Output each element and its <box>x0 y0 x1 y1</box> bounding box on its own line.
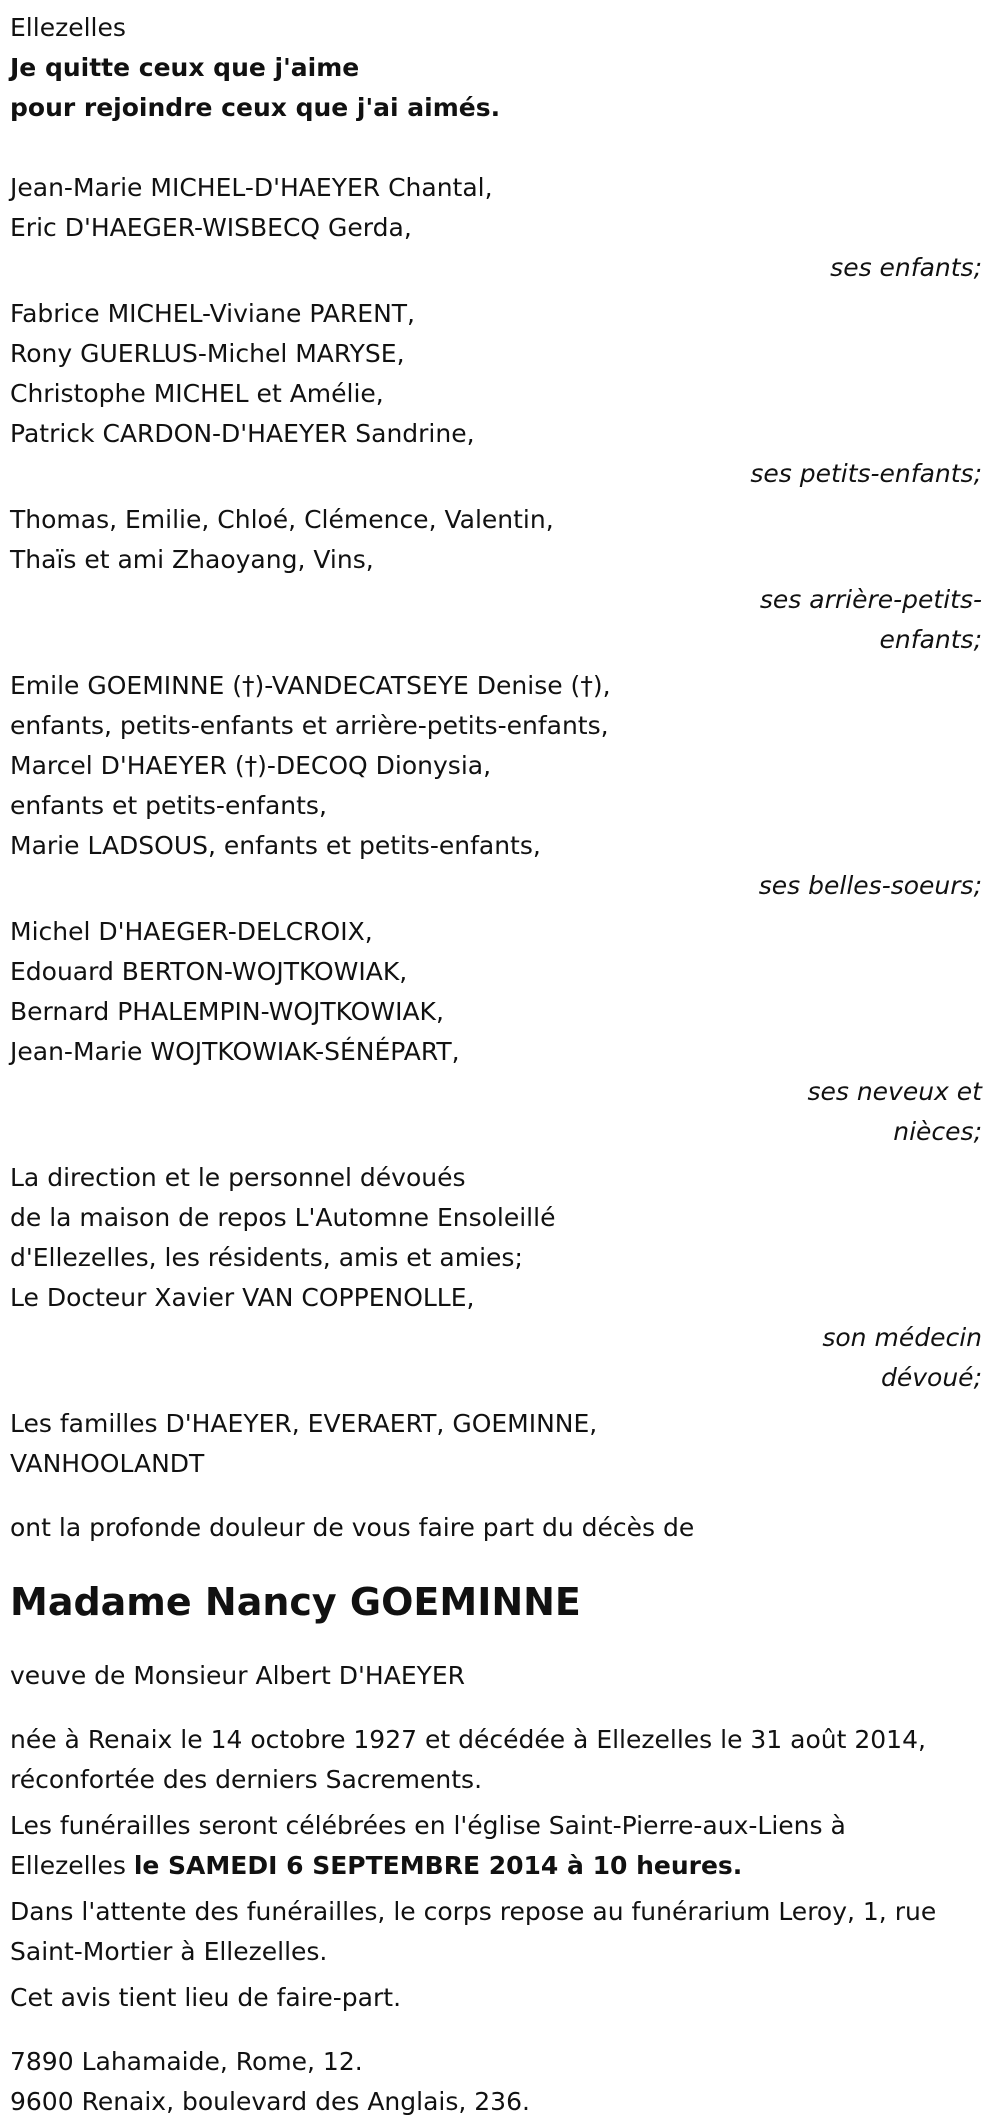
rest-line: Dans l'attente des funérailles, le corps repose au funérarium Leroy, 1, rue <box>10 1897 937 1926</box>
notice-text: Cet avis tient lieu de faire-part. <box>10 1983 402 2012</box>
location: Ellezelles <box>10 13 126 42</box>
address-line: 7890 Lahamaide, Rome, 12. <box>10 2047 363 2076</box>
funeral-date: le SAMEDI 6 SEPTEMBRE 2014 à 10 heures. <box>133 1851 743 1880</box>
mourner-group-care-home-doctor <box>10 1158 990 1398</box>
funeral-line-1: Les funérailles seront célébrées en l'église Saint-Pierre-aux-Liens à <box>10 1811 846 1840</box>
widow-of-text: veuve de Monsieur Albert D'HAEYER <box>10 1661 466 1690</box>
relationship-label: son médecin <box>822 1323 982 1352</box>
mourner-name: Rony GUERLUS-Michel MARYSE, <box>10 339 405 368</box>
mourner-name: enfants, petits-enfants et arrière-petits-enfants, <box>10 711 609 740</box>
mourner-name: Marcel D'HAEYER (†)-DECOQ Dionysia, <box>10 751 492 780</box>
mourner-name: Eric D'HAEGER-WISBECQ Gerda, <box>10 213 412 242</box>
mourner-name: Patrick CARDON-D'HAEYER Sandrine, <box>10 419 475 448</box>
mourner-group-nephews-nieces <box>10 912 990 1152</box>
mourner-group-grandchildren <box>10 294 990 494</box>
mourner-group-children <box>10 168 990 288</box>
mourner-name: Fabrice MICHEL-Viviane PARENT, <box>10 299 416 328</box>
mourner-name: Thomas, Emilie, Chloé, Clémence, Valentin, <box>10 505 554 534</box>
mourner-name: Le Docteur Xavier VAN COPPENOLLE, <box>10 1283 475 1312</box>
addresses <box>10 2042 990 2122</box>
families-list <box>10 1404 990 1484</box>
mourner-name: Marie LADSOUS, enfants et petits-enfants, <box>10 831 541 860</box>
mourner-name: Jean-Marie WOJTKOWIAK-SÉNÉPART, <box>10 1037 460 1066</box>
funeral-info <box>10 1806 990 1886</box>
mourner-name: Emile GOEMINNE (†)-VANDECATSEYE Denise (†), <box>10 671 611 700</box>
mourner-name: Edouard BERTON-WOJTKOWIAK, <box>10 957 408 986</box>
mourner-name: enfants et petits-enfants, <box>10 791 327 820</box>
birth-death-line: née à Renaix le 14 octobre 1927 et décédée à Ellezelles le 31 août 2014, <box>10 1725 926 1754</box>
deceased-name: Madame Nancy GOEMINNE <box>10 1580 581 1624</box>
relationship-label: ses petits-enfants; <box>750 459 982 488</box>
quote-line-1: Je quitte ceux que j'aime <box>10 53 360 82</box>
relationship-label: enfants; <box>879 625 982 654</box>
relationship-label: nièces; <box>893 1117 982 1146</box>
families-line: Les familles D'HAEYER, EVERAERT, GOEMINNE, <box>10 1409 598 1438</box>
mourner-name: Michel D'HAEGER-DELCROIX, <box>10 917 373 946</box>
mourner-name: Jean-Marie MICHEL-D'HAEYER Chantal, <box>10 173 493 202</box>
mourner-name: Thaïs et ami Zhaoyang, Vins, <box>10 545 374 574</box>
quote-line-2: pour rejoindre ceux que j'ai aimés. <box>10 93 501 122</box>
mourner-name: Christophe MICHEL et Amélie, <box>10 379 384 408</box>
mourner-name: de la maison de repos L'Automne Ensoleillé <box>10 1203 556 1232</box>
mourner-group-great-grandchildren <box>10 500 990 660</box>
relationship-label: ses enfants; <box>830 253 982 282</box>
announcement-text: ont la profonde douleur de vous faire part du décès de <box>10 1513 695 1542</box>
rest-line: Saint-Mortier à Ellezelles. <box>10 1937 328 1966</box>
relationship-label: dévoué; <box>881 1363 982 1392</box>
relationship-label: ses belles-soeurs; <box>758 871 982 900</box>
address-line: 9600 Renaix, boulevard des Anglais, 236. <box>10 2087 530 2116</box>
relationship-label: ses arrière-petits- <box>759 585 982 614</box>
mourner-name: La direction et le personnel dévoués <box>10 1163 466 1192</box>
relationship-label: ses neveux et <box>807 1077 982 1106</box>
families-line: VANHOOLANDT <box>10 1449 205 1478</box>
funeral-line-2 <box>10 1846 990 1886</box>
mourner-group-sisters-in-law <box>10 666 990 906</box>
mourner-name: Bernard PHALEMPIN-WOJTKOWIAK, <box>10 997 444 1026</box>
birth-death-info <box>10 1720 990 1800</box>
rest-info <box>10 1892 990 1972</box>
funeral-place: Ellezelles <box>10 1851 134 1880</box>
mourner-name: d'Ellezelles, les résidents, amis et amies; <box>10 1243 523 1272</box>
birth-death-line: réconfortée des derniers Sacrements. <box>10 1765 483 1794</box>
